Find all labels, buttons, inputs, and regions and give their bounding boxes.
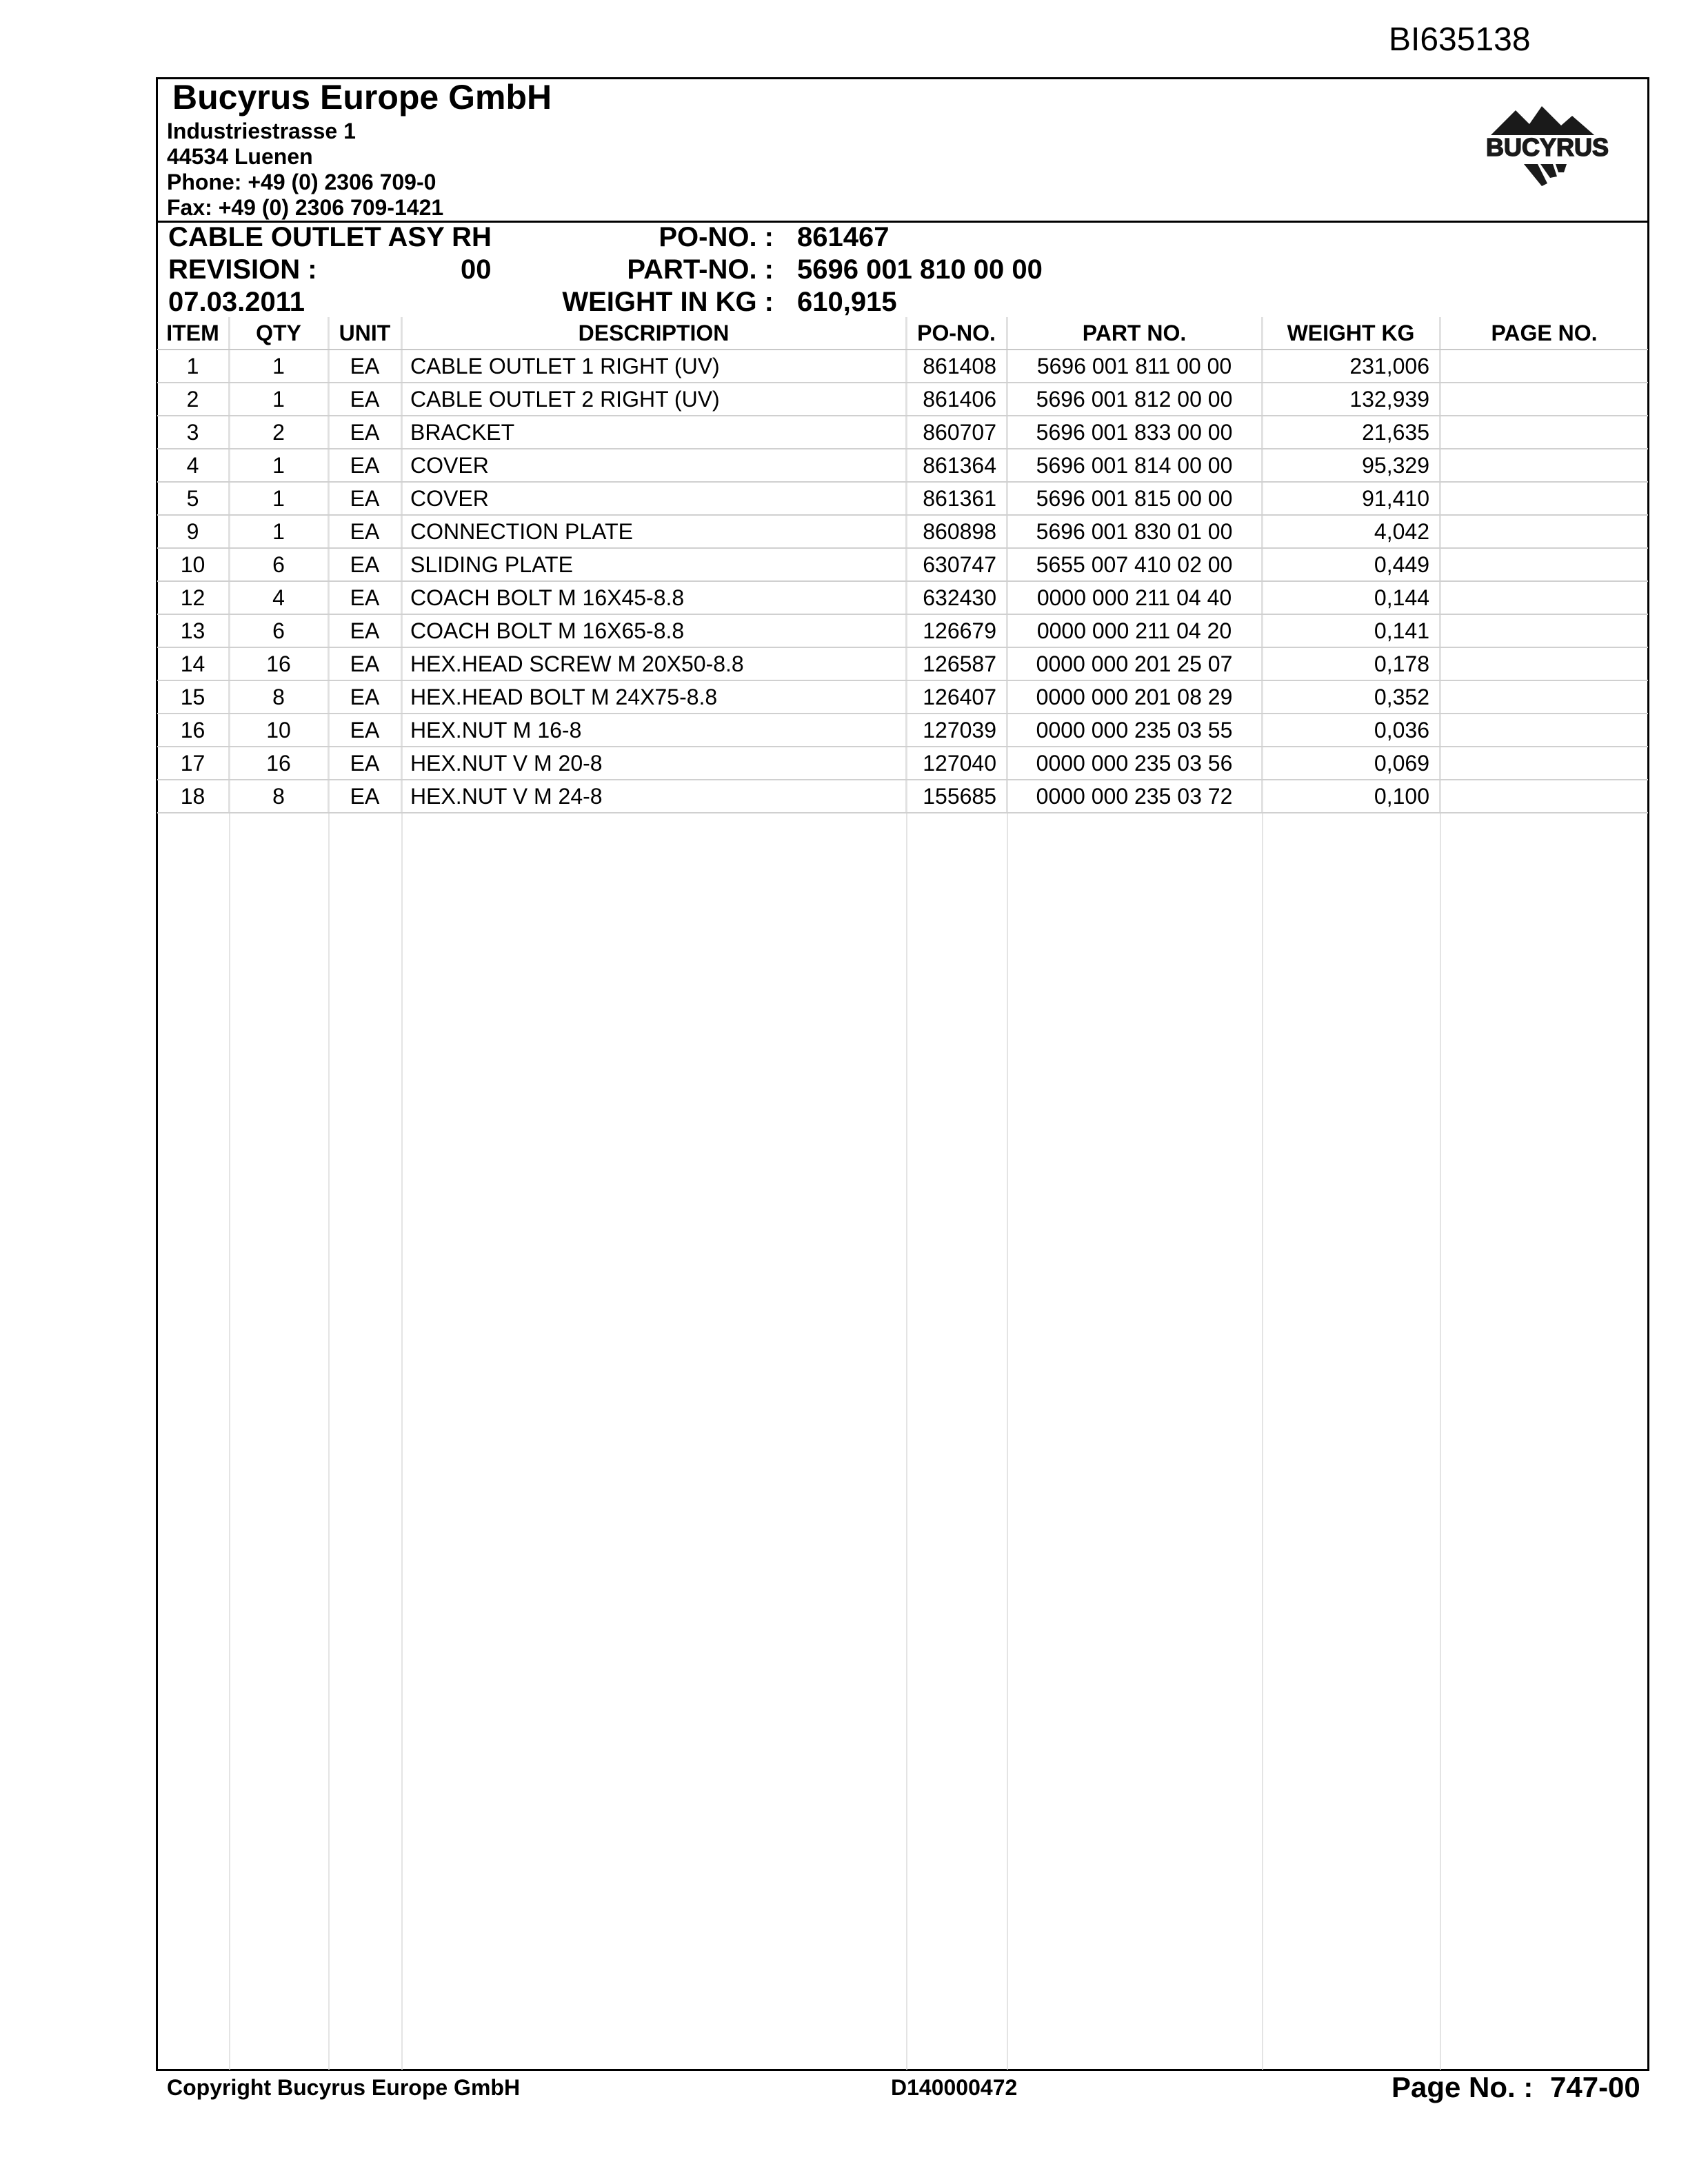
- cell-weight: 91,410: [1262, 482, 1440, 515]
- cell-description: HEX.NUT V M 24-8: [401, 780, 906, 813]
- cell-item: 16: [157, 714, 229, 747]
- column-header-unit: UNIT: [328, 317, 401, 350]
- cell-weight: 0,144: [1262, 581, 1440, 614]
- cell-page-no: [1440, 747, 1648, 780]
- cell-description: CABLE OUTLET 2 RIGHT (UV): [401, 383, 906, 416]
- cell-unit: EA: [328, 515, 401, 548]
- table-row: [157, 747, 1648, 780]
- cell-item: 18: [157, 780, 229, 813]
- table-row: [157, 548, 1648, 581]
- cell-weight: 4,042: [1262, 515, 1440, 548]
- po-value: 861467: [797, 222, 890, 252]
- cell-part-no: 5696 001 812 00 00: [1007, 383, 1262, 416]
- cell-weight: 0,100: [1262, 780, 1440, 813]
- weight-value: 610,915: [797, 287, 897, 317]
- cell-weight: 0,036: [1262, 714, 1440, 747]
- cell-description: HEX.HEAD BOLT M 24X75-8.8: [401, 680, 906, 714]
- parts-table: [157, 317, 1648, 813]
- table-row: [157, 647, 1648, 680]
- po-label: PO-NO. :: [659, 222, 774, 252]
- cell-unit: EA: [328, 350, 401, 383]
- cell-po-no: 861406: [906, 383, 1007, 416]
- cell-po-no: 126587: [906, 647, 1007, 680]
- cell-item: 2: [157, 383, 229, 416]
- table-row: [157, 482, 1648, 515]
- table-row: [157, 581, 1648, 614]
- logo-text: BUCYRUS: [1485, 133, 1609, 161]
- cell-part-no: 0000 000 235 03 55: [1007, 714, 1262, 747]
- cell-po-no: 861364: [906, 449, 1007, 482]
- cell-weight: 0,352: [1262, 680, 1440, 714]
- cell-unit: EA: [328, 680, 401, 714]
- cell-qty: 1: [229, 350, 328, 383]
- cell-page-no: [1440, 647, 1648, 680]
- cell-unit: EA: [328, 747, 401, 780]
- cell-unit: EA: [328, 581, 401, 614]
- cell-page-no: [1440, 780, 1648, 813]
- revision-value: 00: [461, 254, 492, 285]
- table-row: [157, 350, 1648, 383]
- cell-po-no: 860707: [906, 416, 1007, 449]
- cell-part-no: 5696 001 833 00 00: [1007, 416, 1262, 449]
- cell-unit: EA: [328, 647, 401, 680]
- cell-unit: EA: [328, 714, 401, 747]
- cell-part-no: 5655 007 410 02 00: [1007, 548, 1262, 581]
- table-row: [157, 515, 1648, 548]
- cell-page-no: [1440, 548, 1648, 581]
- cell-page-no: [1440, 614, 1648, 647]
- cell-qty: 10: [229, 714, 328, 747]
- cell-part-no: 0000 000 211 04 40: [1007, 581, 1262, 614]
- cell-part-no: 5696 001 815 00 00: [1007, 482, 1262, 515]
- footer-copyright: Copyright Bucyrus Europe GmbH: [167, 2075, 521, 2100]
- cell-weight: 132,939: [1262, 383, 1440, 416]
- cell-qty: 16: [229, 747, 328, 780]
- cell-unit: EA: [328, 482, 401, 515]
- table-row: [157, 614, 1648, 647]
- cell-item: 13: [157, 614, 229, 647]
- table-row: [157, 680, 1648, 714]
- cell-description: HEX.HEAD SCREW M 20X50-8.8: [401, 647, 906, 680]
- cell-item: 17: [157, 747, 229, 780]
- cell-po-no: 860898: [906, 515, 1007, 548]
- cell-item: 9: [157, 515, 229, 548]
- cell-weight: 0,449: [1262, 548, 1440, 581]
- cell-qty: 1: [229, 383, 328, 416]
- cell-qty: 1: [229, 449, 328, 482]
- cell-qty: 2: [229, 416, 328, 449]
- cell-po-no: 632430: [906, 581, 1007, 614]
- company-phone: Phone: +49 (0) 2306 709-0: [167, 170, 436, 194]
- table-row: [157, 383, 1648, 416]
- cell-item: 1: [157, 350, 229, 383]
- table-row: [157, 416, 1648, 449]
- cell-item: 4: [157, 449, 229, 482]
- cell-unit: EA: [328, 548, 401, 581]
- cell-part-no: 0000 000 235 03 72: [1007, 780, 1262, 813]
- cell-item: 10: [157, 548, 229, 581]
- cell-po-no: 126407: [906, 680, 1007, 714]
- cell-qty: 1: [229, 515, 328, 548]
- cell-po-no: 127040: [906, 747, 1007, 780]
- cell-page-no: [1440, 416, 1648, 449]
- cell-qty: 16: [229, 647, 328, 680]
- cell-page-no: [1440, 581, 1648, 614]
- column-header-qty: QTY: [229, 317, 328, 350]
- cell-page-no: [1440, 350, 1648, 383]
- cell-qty: 8: [229, 780, 328, 813]
- column-header-description: DESCRIPTION: [401, 317, 906, 350]
- table-row: [157, 449, 1648, 482]
- cell-po-no: 630747: [906, 548, 1007, 581]
- cell-qty: 1: [229, 482, 328, 515]
- cell-unit: EA: [328, 449, 401, 482]
- weight-label: WEIGHT IN KG :: [562, 287, 774, 317]
- cell-item: 15: [157, 680, 229, 714]
- footer-page-label: Page No. :: [1391, 2071, 1534, 2103]
- cell-weight: 95,329: [1262, 449, 1440, 482]
- footer-doc-code: D140000472: [891, 2075, 1018, 2100]
- cell-description: HEX.NUT M 16-8: [401, 714, 906, 747]
- column-header-item: ITEM: [157, 317, 229, 350]
- cell-po-no: 861361: [906, 482, 1007, 515]
- assembly-title: CABLE OUTLET ASY RH: [168, 222, 492, 252]
- cell-po-no: 861408: [906, 350, 1007, 383]
- cell-description: CABLE OUTLET 1 RIGHT (UV): [401, 350, 906, 383]
- cell-weight: 0,069: [1262, 747, 1440, 780]
- cell-weight: 0,141: [1262, 614, 1440, 647]
- column-header-page-no: PAGE NO.: [1440, 317, 1648, 350]
- table-row: [157, 780, 1648, 813]
- assembly-date: 07.03.2011: [168, 287, 305, 317]
- company-fax: Fax: +49 (0) 2306 709-1421: [167, 195, 444, 220]
- column-header-part-no: PART NO.: [1007, 317, 1262, 350]
- cell-qty: 6: [229, 548, 328, 581]
- cell-description: HEX.NUT V M 20-8: [401, 747, 906, 780]
- document-id: BI635138: [1389, 21, 1531, 58]
- cell-weight: 21,635: [1262, 416, 1440, 449]
- cell-unit: EA: [328, 614, 401, 647]
- table-row: [157, 714, 1648, 747]
- cell-part-no: 5696 001 811 00 00: [1007, 350, 1262, 383]
- cell-part-no: 5696 001 814 00 00: [1007, 449, 1262, 482]
- cell-qty: 8: [229, 680, 328, 714]
- company-city: 44534 Luenen: [167, 144, 313, 169]
- cell-description: COACH BOLT M 16X45-8.8: [401, 581, 906, 614]
- part-value: 5696 001 810 00 00: [797, 254, 1043, 285]
- cell-item: 14: [157, 647, 229, 680]
- cell-part-no: 0000 000 201 08 29: [1007, 680, 1262, 714]
- table-header-row: [157, 317, 1648, 350]
- cell-unit: EA: [328, 383, 401, 416]
- cell-page-no: [1440, 482, 1648, 515]
- cell-item: 5: [157, 482, 229, 515]
- cell-item: 3: [157, 416, 229, 449]
- cell-description: CONNECTION PLATE: [401, 515, 906, 548]
- company-name: Bucyrus Europe GmbH: [172, 78, 552, 117]
- cell-item: 12: [157, 581, 229, 614]
- column-header-po-no: PO-NO.: [906, 317, 1007, 350]
- cell-page-no: [1440, 383, 1648, 416]
- cell-page-no: [1440, 449, 1648, 482]
- cell-part-no: 0000 000 201 25 07: [1007, 647, 1262, 680]
- cell-part-no: 0000 000 211 04 20: [1007, 614, 1262, 647]
- cell-part-no: 5696 001 830 01 00: [1007, 515, 1262, 548]
- company-street: Industriestrasse 1: [167, 119, 356, 143]
- cell-unit: EA: [328, 780, 401, 813]
- cell-description: COACH BOLT M 16X65-8.8: [401, 614, 906, 647]
- footer-page-number: 747-00: [1550, 2071, 1640, 2103]
- cell-po-no: 155685: [906, 780, 1007, 813]
- cell-part-no: 0000 000 235 03 56: [1007, 747, 1262, 780]
- part-label: PART-NO. :: [627, 254, 774, 285]
- cell-description: COVER: [401, 449, 906, 482]
- cell-description: COVER: [401, 482, 906, 515]
- cell-page-no: [1440, 515, 1648, 548]
- column-header-weight: WEIGHT KG: [1262, 317, 1440, 350]
- cell-description: BRACKET: [401, 416, 906, 449]
- cell-unit: EA: [328, 416, 401, 449]
- cell-weight: 0,178: [1262, 647, 1440, 680]
- bucyrus-logo: [1476, 102, 1619, 196]
- cell-qty: 6: [229, 614, 328, 647]
- cell-weight: 231,006: [1262, 350, 1440, 383]
- cell-description: SLIDING PLATE: [401, 548, 906, 581]
- cell-page-no: [1440, 714, 1648, 747]
- cell-po-no: 127039: [906, 714, 1007, 747]
- revision-label: REVISION :: [168, 254, 317, 285]
- cell-qty: 4: [229, 581, 328, 614]
- cell-page-no: [1440, 680, 1648, 714]
- cell-po-no: 126679: [906, 614, 1007, 647]
